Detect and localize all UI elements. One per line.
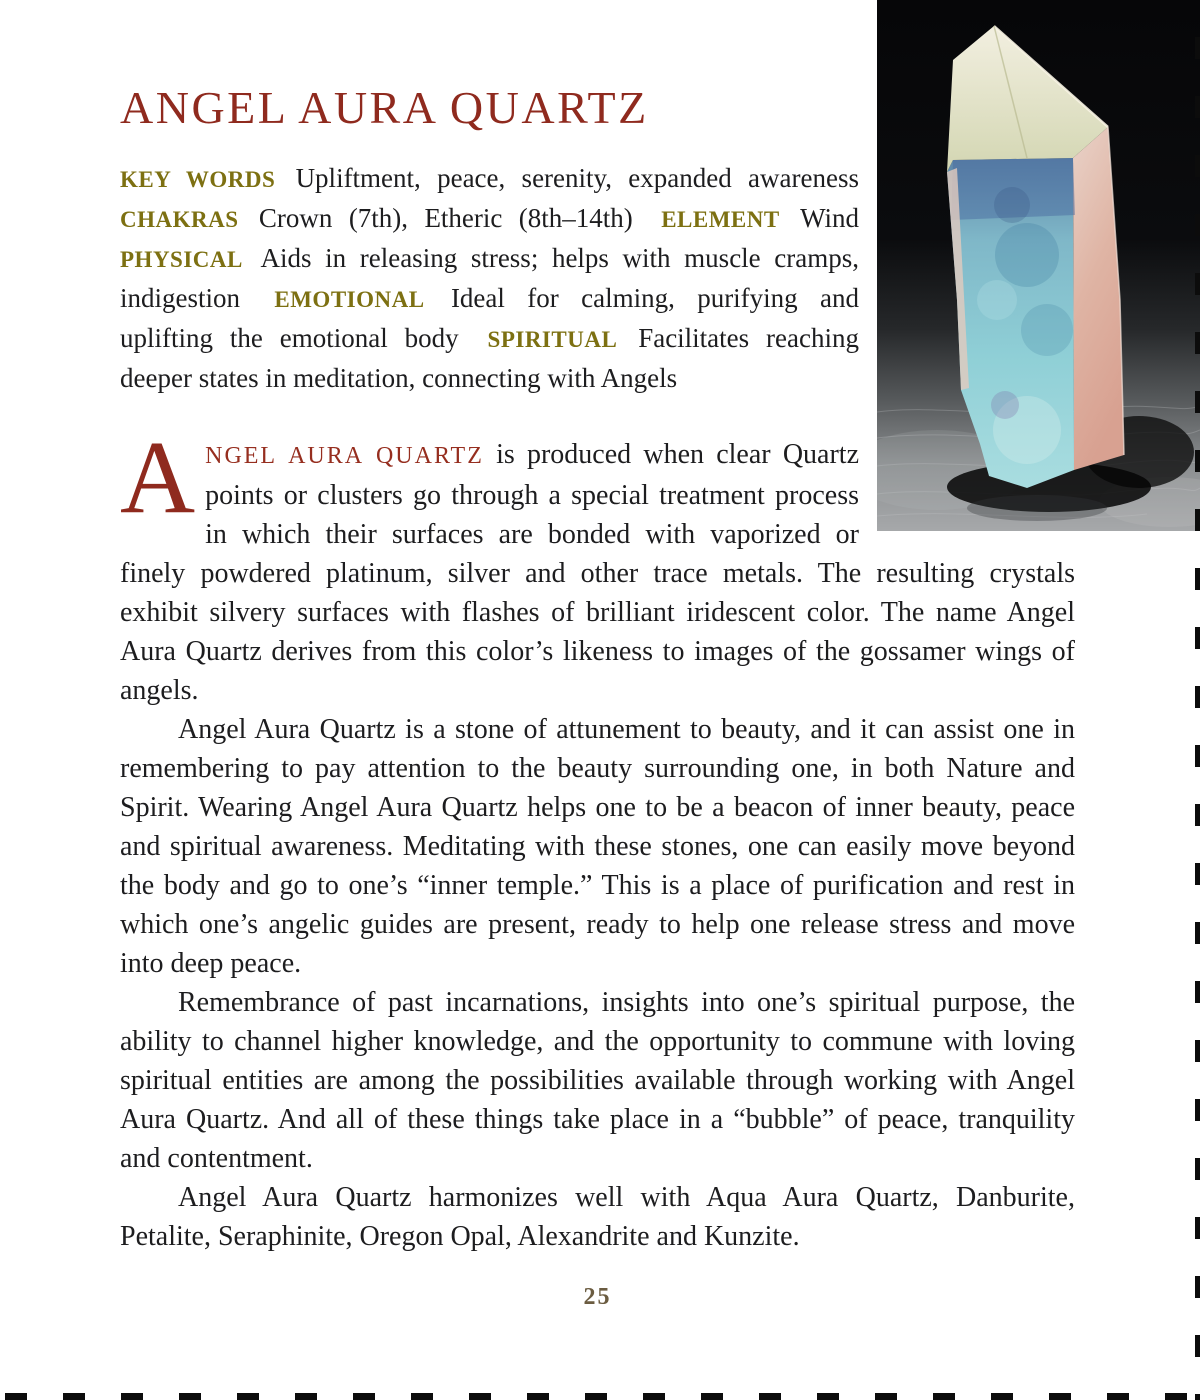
attribute-value-emotional: Ideal for calming, purifying and uplifting the emotional body (120, 283, 860, 353)
attribute-label-chakras: CHAKRAS (120, 207, 239, 232)
attribute-label-element: ELEMENT (661, 207, 780, 232)
lead-smallcaps: NGEL AURA QUARTZ (205, 443, 484, 469)
attribute-value-element: Wind (800, 203, 860, 233)
paragraph-1-text: is produced when clear Quartz points or clusters go through a special treatment process in which their surfaces are bonded with vaporized or finely powdered platinum, silver and other trace metals. The resulting crystals exhibit silvery surfaces with flashes of brilliant iridescent color. The name Angel Aura Quartz derives from this color’s likeness to images of the gossamer wings of angels. (120, 439, 1075, 706)
paragraph-2: Angel Aura Quartz is a stone of attunement to beauty, and it can assist one in remembering to pay attention to the beauty surrounding one, in both Nature and Spirit. Wearing Angel Aura Quartz helps one to be a beacon of inner beauty, peace and spiritual awareness. Meditating with these stones, one can easily move beyond the body and go to one’s “inner temple.” This is a place of purification and rest in which one’s angelic guides are present, ready to help one release stress and move into deep peace. (120, 714, 1075, 979)
page-number: 25 (583, 1284, 612, 1310)
attribute-value-physical: Aids in releasing stress; helps with muscle cramps, indigestion (120, 243, 859, 313)
attribute-value-key-words: Upliftment, peace, serenity, expanded awareness (295, 163, 859, 193)
attribute-value-chakras: Crown (7th), Etheric (8th–14th) (258, 203, 633, 233)
page-title: ANGEL AURA QUARTZ (120, 82, 649, 133)
attribute-label-key-words: KEY WORDS (120, 167, 276, 192)
paragraph-4: Angel Aura Quartz harmonizes well with Aqua Aura Quartz, Danburite, Petalite, Seraphinite, Oregon Opal, Alexandrite and Kunzite. (120, 1182, 1075, 1252)
crystal-photo-art (877, 0, 1200, 531)
attribute-value-spiritual: Facilitates reaching deeper states in meditation, connecting with Angels (120, 323, 859, 393)
dropcap-letter: A (120, 420, 196, 535)
page-edge-ticks-bottom (0, 1393, 1200, 1400)
crystal-photo (877, 0, 1200, 531)
paragraph-3: Remembrance of past incarnations, insights into one’s spiritual purpose, the ability to channel higher knowledge, and the opportunity to commune with loving spiritual entities are among the possibilities available through working with Angel Aura Quartz. And all of these things take place in a “bubble” of peace, tranquility and contentment. (120, 987, 1075, 1174)
attribute-label-spiritual: SPIRITUAL (487, 327, 618, 352)
attribute-label-physical: PHYSICAL (120, 247, 243, 272)
attribute-label-emotional: EMOTIONAL (274, 287, 425, 312)
